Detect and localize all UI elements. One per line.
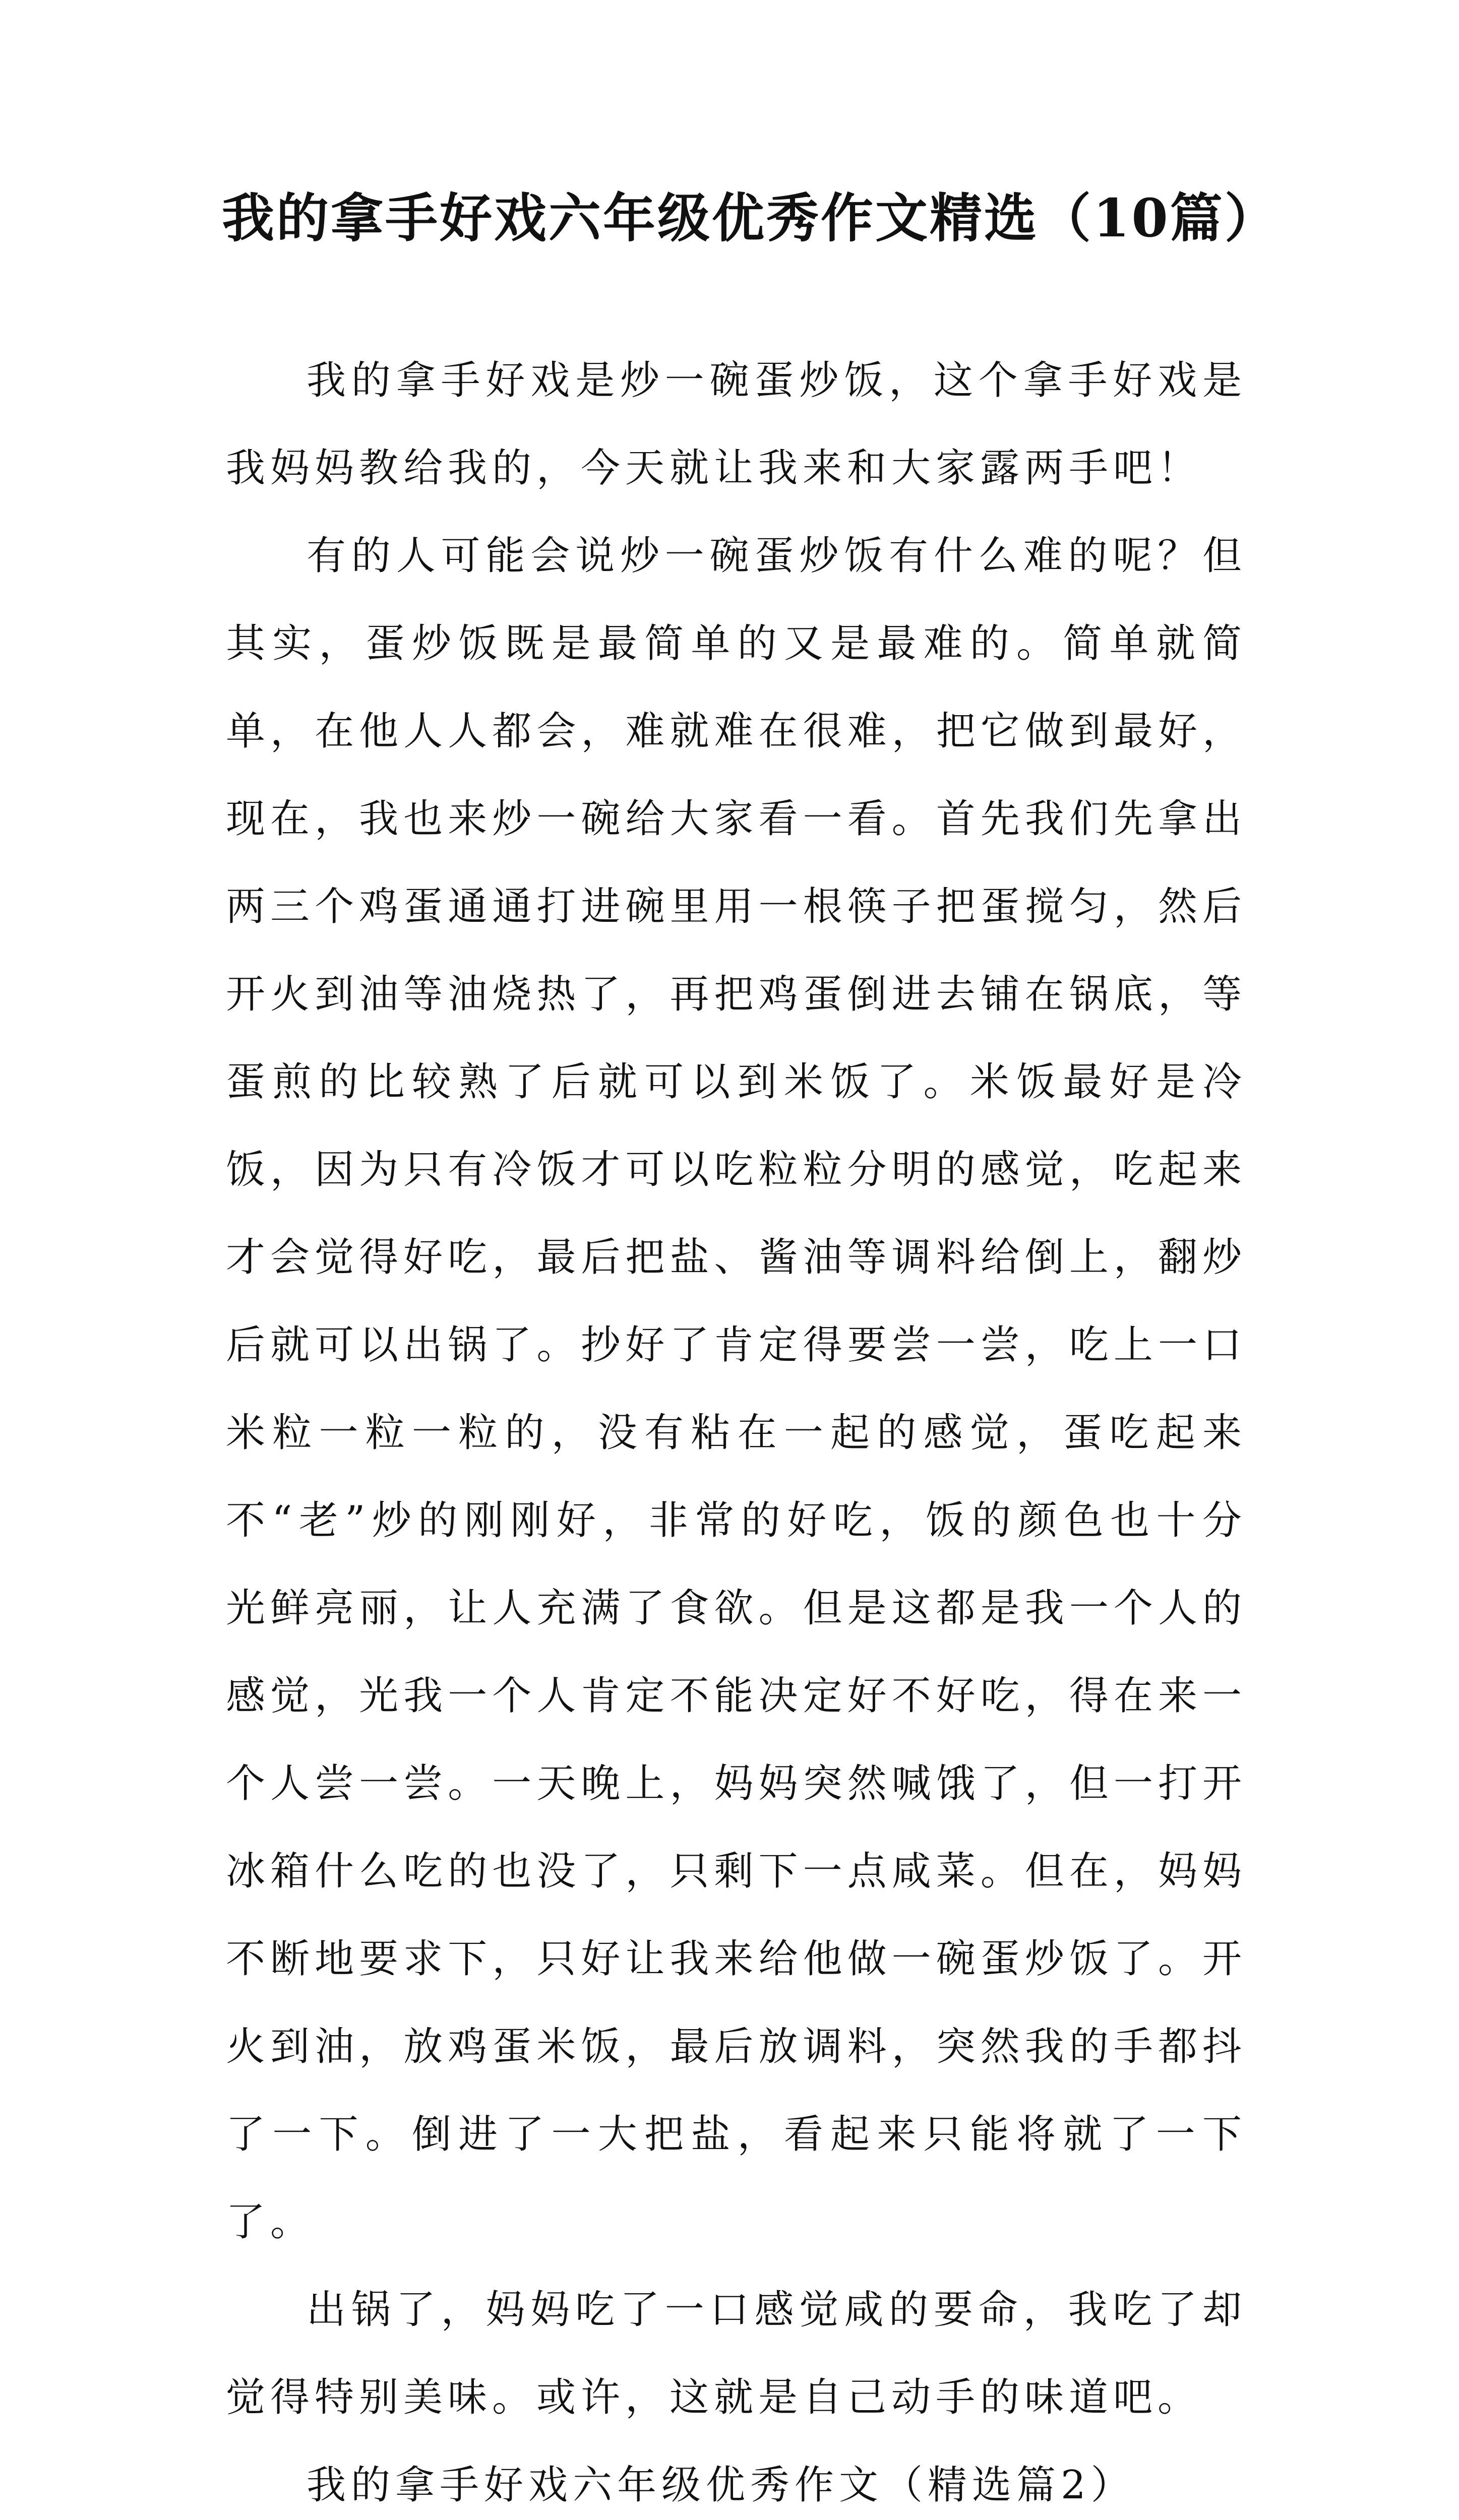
section-heading-essay-2: 我的拿手好戏六年级优秀作文（精选篇2） — [307, 2463, 1135, 2508]
paragraph-main: 有的人可能会说炒一碗蛋炒饭有什么难的呢？但其实，蛋炒饭既是最简单的又是最难的。简单就简单，在他人人都会，难就难在很难，把它做到最好，现在，我也来炒一碗给大家看一看。首先我们先拿出两三个鸡蛋通通打进碗里用一根筷子把蛋搅匀，然后开火到油等油烧热了，再把鸡蛋倒进去铺在锅底，等蛋煎的比较熟了后就可以到米饭了。米饭最好是冷饭，因为只有冷饭才可以吃粒粒分明的感觉，吃起来才会觉得好吃，最后把盐、酱油等调料给倒上，翻炒后就可以出锅了。抄好了肯定得要尝一尝，吃上一口米粒一粒一粒的，没有粘在一起的感觉，蛋吃起来不“老”炒的刚刚好，非常的好吃，饭的颜色也十分光鲜亮丽，让人充满了食欲。但是这都是我一个人的感觉，光我一个人肯定不能决定好不好吃，得在来一个人尝一尝。一天晚上，妈妈突然喊饿了，但一打开冰箱什么吃的也没了，只剩下一点咸菜。但在，妈妈不断地要求下，只好让我来给他做一碗蛋炒饭了。开火到油，放鸡蛋米饭，最后放调料，突然我的手都抖了一下。倒进了一大把盐，看起来只能将就了一下了。 — [226, 533, 1247, 2245]
paragraph-intro: 我的拿手好戏是炒一碗蛋炒饭，这个拿手好戏是我妈妈教给我的，今天就让我来和大家露两手吧！ — [226, 358, 1247, 491]
document-title: 我的拿手好戏六年级优秀作文精选（10篇） — [222, 187, 1279, 249]
document-body — [226, 337, 1247, 2520]
paragraph-conclusion: 出锅了，妈妈吃了一口感觉咸的要命，我吃了却觉得特别美味。或许，这就是自己动手的味道吧。 — [226, 2287, 1247, 2420]
